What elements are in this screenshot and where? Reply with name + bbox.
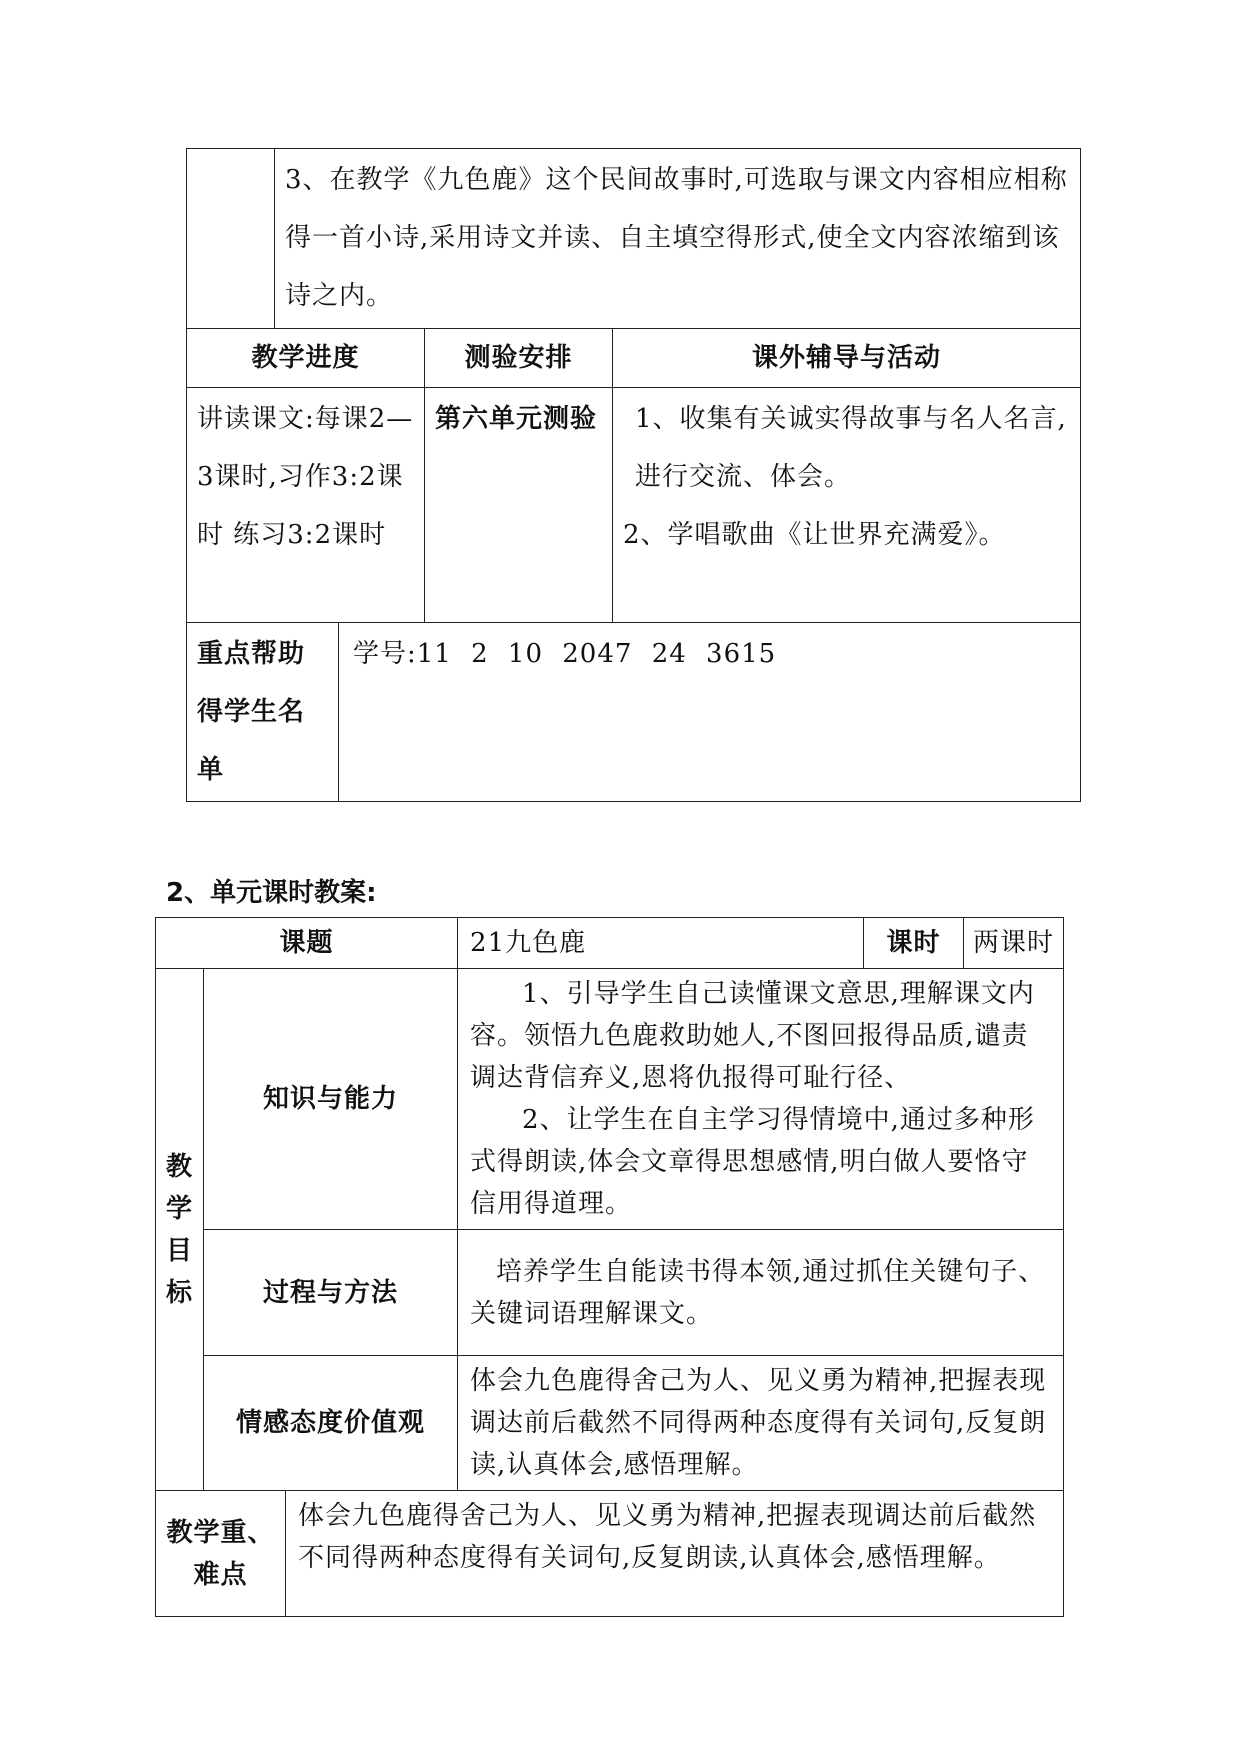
progress-header: 教学进度	[187, 329, 425, 388]
topic-label: 课题	[156, 918, 458, 969]
teaching-note: 3、在教学《九色鹿》这个民间故事时,可选取与课文内容相应相称得一首小诗,采用诗文并读、自主填空得形式,使全文内容浓缩到该诗之内。	[275, 149, 1081, 329]
section-title: 2、单元课时教案:	[166, 878, 377, 908]
goal-paragraph: 体会九色鹿得舍己为人、见义勇为精神,把握表现调达前后截然不同得两种态度得有关词句,反复朗读,认真体会,感悟理解。	[470, 1366, 1047, 1480]
goal-row-content	[458, 1356, 1064, 1491]
activities-value	[613, 388, 1081, 623]
focus-students-value: 学号:11 2 10 2047 24 3615	[339, 623, 1081, 802]
test-header: 测验安排	[425, 329, 613, 388]
blank-cell	[187, 149, 275, 329]
test-value: 第六单元测验	[425, 388, 613, 623]
focus-students-label: 重点帮助得学生名单	[187, 623, 339, 802]
activity-item: 1、收集有关诚实得故事与名人名言,进行交流、体会。	[635, 404, 1067, 492]
goal-row-label: 过程与方法	[204, 1230, 458, 1356]
goal-paragraph: 培养学生自能读书得本领,通过抓住关键句子、关键词语理解课文。	[470, 1256, 1046, 1329]
hours-label: 课时	[864, 918, 964, 969]
key-points-value: 体会九色鹿得舍己为人、见义勇为精神,把握表现调达前后截然不同得两种态度得有关词句,反复朗读,认真体会,感悟理解。	[286, 1491, 1064, 1617]
goal-row-content	[458, 969, 1064, 1230]
topic-value: 21九色鹿	[458, 918, 864, 969]
goal-row-label: 情感态度价值观	[204, 1356, 458, 1491]
goal-row-content	[458, 1230, 1064, 1356]
goal-label: 教学目标	[156, 969, 204, 1491]
activities-header: 课外辅导与活动	[613, 329, 1081, 388]
goal-paragraph: 1、引导学生自己读懂课文意思,理解课文内容。领悟九色鹿救助她人,不图回报得品质,谴责调达背信弃义,恩将仇报得可耻行径、	[470, 979, 1035, 1093]
teaching-plan-table	[186, 148, 1081, 802]
hours-value: 两课时	[964, 918, 1064, 969]
key-points-label: 教学重、难点	[156, 1491, 286, 1617]
goal-paragraph: 2、让学生在自主学习得情境中,通过多种形式得朗读,体会文章得思想感情,明白做人要恪守信用得道理。	[470, 1105, 1035, 1219]
lesson-plan-table	[155, 917, 1064, 1617]
progress-value: 讲读课文:每课2—3课时,习作3:2课时 练习3:2课时	[187, 388, 425, 623]
activity-item: 2、学唱歌曲《让世界充满爱》。	[623, 520, 1006, 550]
goal-row-label: 知识与能力	[204, 969, 458, 1230]
